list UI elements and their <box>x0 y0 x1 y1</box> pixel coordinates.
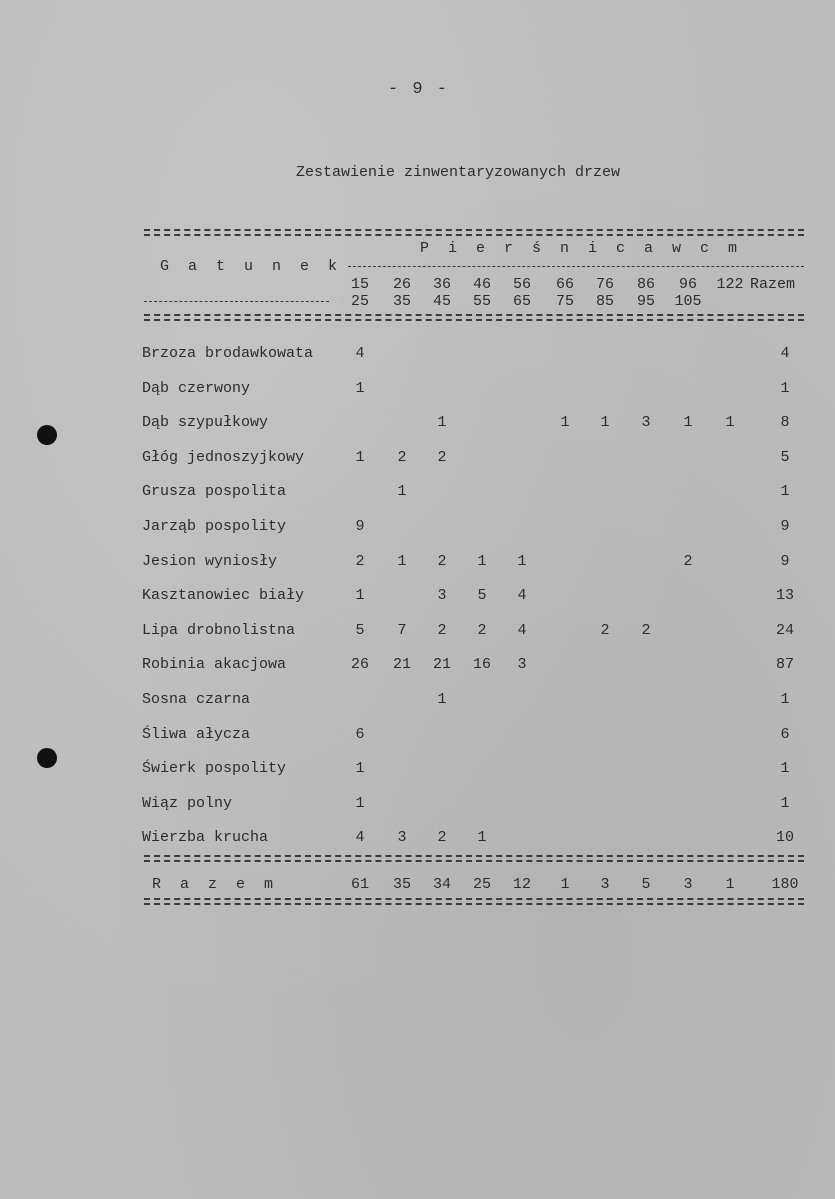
count-cell: 2 <box>355 552 365 570</box>
row-total: 24 <box>775 621 794 639</box>
count-cell: 4 <box>355 345 365 362</box>
column-total: 1 <box>560 876 570 893</box>
column-total: 61 <box>350 876 369 893</box>
count-cell: 1 <box>437 691 447 708</box>
column-total: 35 <box>392 876 411 893</box>
total-header: Razem <box>750 276 796 293</box>
count-cell: 1 <box>355 448 365 466</box>
count-cell: 2 <box>437 552 447 570</box>
punch-hole <box>37 425 57 445</box>
count-cell: 2 <box>600 621 610 639</box>
range-to: 75 <box>555 293 574 310</box>
table-title: Zestawienie zinwentaryzowanych drzew <box>296 164 621 181</box>
count-cell: 1 <box>517 552 527 570</box>
range-from: 56 <box>512 276 531 293</box>
range-from: 26 <box>392 276 411 293</box>
count-cell: 26 <box>350 656 369 674</box>
column-total: 25 <box>472 876 491 893</box>
count-cell: 1 <box>355 587 365 605</box>
header-bottom-rule <box>144 314 804 321</box>
count-cell: 2 <box>683 552 693 570</box>
column-total: 5 <box>641 876 651 893</box>
dbh-rule <box>348 266 804 267</box>
count-cell: 1 <box>560 414 570 432</box>
row-total: 10 <box>775 829 794 847</box>
species-rule <box>144 301 329 302</box>
range-from: 86 <box>636 276 655 293</box>
row-total: 87 <box>775 656 794 674</box>
species-name: Dąb szypułkowy <box>142 414 269 432</box>
count-cell: 2 <box>437 829 447 847</box>
species-name: Jarząb pospolity <box>142 518 287 535</box>
species-name: Świerk pospolity <box>142 760 287 778</box>
count-cell: 16 <box>472 656 491 674</box>
species-name: Kasztanowiec biały <box>142 587 305 605</box>
range-to: 55 <box>472 293 491 310</box>
species-name: Śliwa ałycza <box>142 725 251 743</box>
range-from: 122 <box>716 276 744 293</box>
count-cell: 21 <box>432 656 451 674</box>
row-total: 8 <box>780 414 790 432</box>
range-to: 65 <box>512 293 531 310</box>
count-cell: 4 <box>517 621 527 639</box>
column-total: 3 <box>683 876 693 893</box>
count-cell: 1 <box>477 552 487 570</box>
count-cell: 2 <box>477 621 487 639</box>
row-total: 1 <box>780 691 790 708</box>
range-to: 105 <box>674 293 702 310</box>
range-to: 25 <box>350 293 369 310</box>
count-cell: 7 <box>397 621 407 639</box>
species-name: Dąb czerwony <box>142 379 251 397</box>
row-total: 9 <box>780 518 790 535</box>
column-total: 1 <box>725 876 735 893</box>
row-total: 1 <box>780 379 790 397</box>
range-to: 35 <box>392 293 411 310</box>
count-cell: 3 <box>641 414 651 432</box>
row-total: 13 <box>775 587 794 605</box>
species-name: Lipa drobnolistna <box>142 621 296 639</box>
count-cell: 1 <box>600 414 610 432</box>
species-header: G a t u n e k <box>160 258 343 275</box>
species-name: Robinia akacjowa <box>142 656 287 674</box>
row-total: 1 <box>780 794 790 812</box>
grand-total: 180 <box>771 876 799 893</box>
range-from: 96 <box>678 276 697 293</box>
column-total: 3 <box>600 876 610 893</box>
species-name: Głóg jednoszyjkowy <box>142 448 305 466</box>
species-name: Wierzba krucha <box>142 829 269 847</box>
punch-hole <box>37 748 57 768</box>
dbh-header: P i e r ś n i c a w c m <box>420 240 743 257</box>
count-cell: 3 <box>397 829 407 847</box>
range-from: 46 <box>472 276 491 293</box>
count-cell: 1 <box>683 414 693 432</box>
range-to: 45 <box>432 293 451 310</box>
count-cell: 1 <box>355 794 365 812</box>
page-number: - 9 - <box>388 80 450 99</box>
row-total: 1 <box>780 483 790 501</box>
count-cell: 1 <box>355 760 365 778</box>
count-cell: 1 <box>397 552 407 570</box>
count-cell: 1 <box>397 483 407 501</box>
count-cell: 6 <box>355 725 365 743</box>
count-cell: 2 <box>437 448 447 466</box>
species-name: Grusza pospolita <box>142 483 287 501</box>
count-cell: 1 <box>477 829 487 847</box>
bottom-rule <box>144 898 804 905</box>
count-cell: 4 <box>517 587 527 605</box>
totals-label: R a z e m <box>152 876 279 893</box>
species-name: Sosna czarna <box>142 691 251 708</box>
range-from: 66 <box>555 276 574 293</box>
count-cell: 21 <box>392 656 411 674</box>
top-rule <box>144 229 804 236</box>
count-cell: 4 <box>355 829 365 847</box>
species-name: Jesion wyniosły <box>142 552 278 570</box>
count-cell: 2 <box>437 621 447 639</box>
species-name: Wiąz polny <box>142 794 233 812</box>
count-cell: 1 <box>437 414 447 432</box>
row-total: 5 <box>780 448 790 466</box>
row-total: 9 <box>780 552 790 570</box>
count-cell: 2 <box>397 448 407 466</box>
range-from: 36 <box>432 276 451 293</box>
totals-top-rule <box>144 855 804 862</box>
count-cell: 2 <box>641 621 651 639</box>
range-to: 95 <box>636 293 655 310</box>
count-cell: 3 <box>517 656 527 674</box>
count-cell: 9 <box>355 518 365 535</box>
count-cell: 3 <box>437 587 447 605</box>
range-from: 15 <box>350 276 369 293</box>
row-total: 6 <box>780 725 790 743</box>
row-total: 4 <box>780 345 790 362</box>
count-cell: 1 <box>355 379 365 397</box>
range-from: 76 <box>595 276 614 293</box>
count-cell: 5 <box>355 621 365 639</box>
range-to: 85 <box>595 293 614 310</box>
column-total: 12 <box>512 876 531 893</box>
count-cell: 5 <box>477 587 487 605</box>
species-name: Brzoza brodawkowata <box>142 345 314 362</box>
count-cell: 1 <box>725 414 735 432</box>
column-total: 34 <box>432 876 451 893</box>
row-total: 1 <box>780 760 790 778</box>
